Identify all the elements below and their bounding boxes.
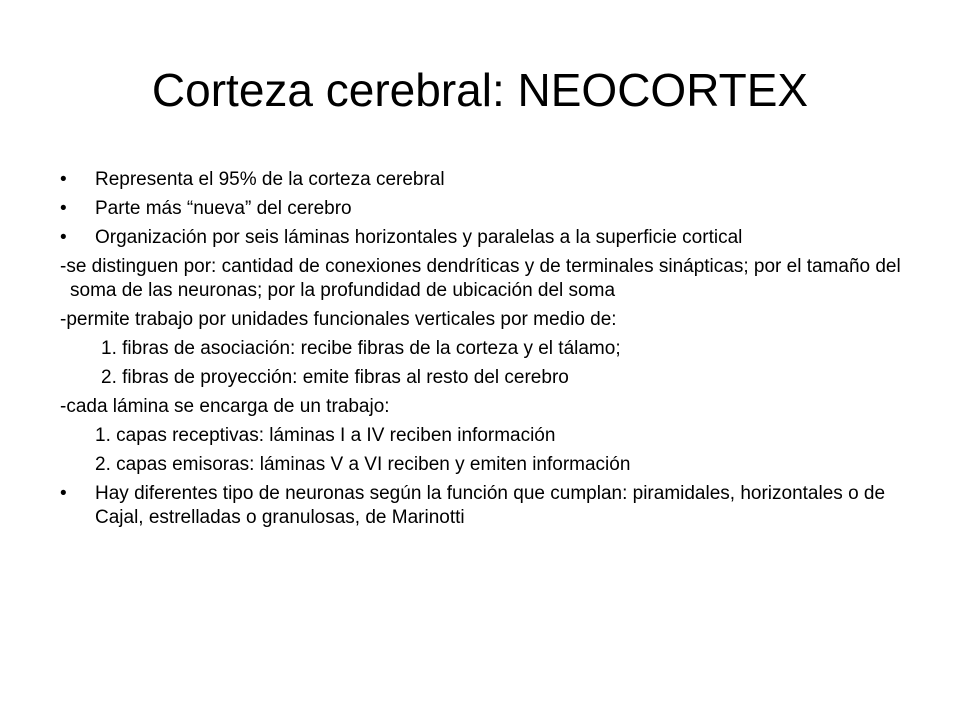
dash-paragraph: -cada lámina se encarga de un trabajo: xyxy=(60,396,390,417)
bullet-text: Parte más “nueva” del cerebro xyxy=(95,198,352,219)
bullet-icon: • xyxy=(60,483,67,504)
bullet-text: Representa el 95% de la corteza cerebral xyxy=(95,169,445,190)
bullet-item xyxy=(60,168,910,192)
numbered-subitem: 2. fibras de proyección: emite fibras al resto del cerebro xyxy=(101,367,569,388)
bullet-text: Hay diferentes tipo de neuronas según la función que cumplan: piramidales, horizontales o de Cajal, estrelladas o granulosas, de Marinotti xyxy=(95,483,886,528)
bullet-icon: • xyxy=(60,169,67,190)
numbered-subitem: 2. capas emisoras: láminas V a VI reciben y emiten información xyxy=(95,454,631,475)
bullet-item xyxy=(60,482,910,530)
dash-paragraph: -se distinguen por: cantidad de conexiones dendríticas y de terminales sinápticas; por el tamaño del soma de las neuronas; por la profundidad de ubicación del soma xyxy=(60,256,901,301)
bullet-icon: • xyxy=(60,198,67,219)
bullet-item xyxy=(60,226,910,250)
bullet-icon: • xyxy=(60,227,67,248)
slide-title: Corteza cerebral: NEOCORTEX xyxy=(151,64,809,116)
slide-body xyxy=(60,168,910,535)
bullet-item xyxy=(60,197,910,221)
numbered-subitem: 1. capas receptivas: láminas I a IV reciben información xyxy=(95,425,556,446)
dash-paragraph: -permite trabajo por unidades funcionales verticales por medio de: xyxy=(60,309,617,330)
bullet-text: Organización por seis láminas horizontales y paralelas a la superficie cortical xyxy=(95,227,743,248)
numbered-subitem: 1. fibras de asociación: recibe fibras de la corteza y el tálamo; xyxy=(101,338,621,359)
